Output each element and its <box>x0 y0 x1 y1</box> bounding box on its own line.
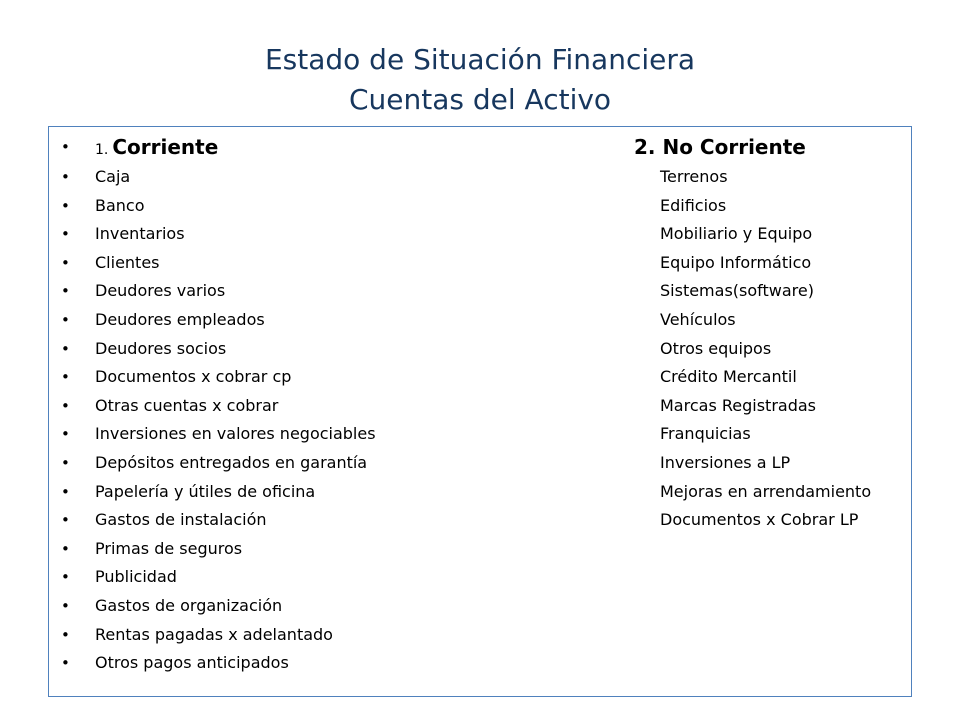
bullet-icon: • <box>61 625 70 644</box>
bullet-icon: • <box>61 568 70 587</box>
bullet-icon: • <box>61 396 70 415</box>
list-item <box>49 392 913 420</box>
noncurrent-asset-item: Edificios <box>660 195 727 215</box>
bullet-icon: • <box>61 511 70 530</box>
content-box <box>48 126 912 697</box>
noncurrent-asset-item: Marcas Registradas <box>660 395 816 415</box>
bullet-icon: • <box>61 168 70 186</box>
current-asset-item: Gastos de instalación <box>95 510 267 530</box>
noncurrent-asset-item: Franquicias <box>660 424 751 444</box>
list-item <box>49 621 913 649</box>
noncurrent-asset-item: Mejoras en arrendamiento <box>660 481 872 501</box>
noncurrent-asset-item: Terrenos <box>660 167 728 186</box>
current-asset-item: Papelería y útiles de oficina <box>95 481 316 501</box>
current-asset-item: Banco <box>95 195 145 215</box>
bullet-icon: • <box>61 138 70 156</box>
bullet-icon: • <box>61 196 70 215</box>
noncurrent-asset-item: Documentos x Cobrar LP <box>660 510 859 530</box>
current-asset-item: Inversiones en valores negociables <box>95 424 376 444</box>
list-item <box>49 277 913 305</box>
bullet-icon: • <box>61 253 70 272</box>
list-item <box>49 563 913 591</box>
current-asset-item: Deudores empleados <box>95 310 265 329</box>
noncurrent-assets-heading: 2. No Corriente <box>634 135 806 159</box>
list-item <box>49 535 913 563</box>
slide-title-line1: Estado de Situación Financiera <box>264 43 696 76</box>
list-item <box>49 506 913 534</box>
noncurrent-asset-item: Equipo Informático <box>660 252 812 272</box>
bullet-icon: • <box>61 454 70 472</box>
list-item <box>49 449 913 477</box>
header-row <box>49 133 913 161</box>
list-item <box>49 420 913 448</box>
current-assets-number: 1. <box>95 142 109 158</box>
slide-title <box>0 40 960 120</box>
bullet-icon: • <box>61 225 70 244</box>
current-asset-item: Primas de seguros <box>95 538 243 558</box>
current-asset-item: Otros pagos anticipados <box>95 653 289 673</box>
current-asset-item: Deudores socios <box>95 338 227 358</box>
noncurrent-asset-item: Mobiliario y Equipo <box>660 224 813 244</box>
bullet-icon: • <box>61 597 70 615</box>
bullet-icon: • <box>61 368 70 387</box>
noncurrent-asset-item: Otros equipos <box>660 338 772 358</box>
current-asset-item: Gastos de organización <box>95 596 283 615</box>
bullet-icon: • <box>61 339 70 358</box>
current-asset-item: Otras cuentas x cobrar <box>95 395 279 415</box>
bullet-icon: • <box>61 482 70 501</box>
current-assets-label: Corriente <box>112 135 219 159</box>
current-asset-item: Clientes <box>95 252 160 272</box>
bullet-icon: • <box>61 539 70 558</box>
current-asset-item: Inventarios <box>95 224 185 244</box>
current-asset-item: Documentos x cobrar cp <box>95 367 292 387</box>
bullet-icon: • <box>61 282 70 301</box>
bullet-icon: • <box>61 654 70 673</box>
noncurrent-asset-item: Sistemas(software) <box>660 281 814 301</box>
list-item <box>49 163 913 191</box>
current-asset-item: Caja <box>95 167 131 186</box>
current-asset-item: Depósitos entregados en garantía <box>95 453 368 472</box>
noncurrent-asset-item: Vehículos <box>660 310 736 329</box>
current-asset-item: Deudores varios <box>95 281 226 301</box>
noncurrent-asset-item: Crédito Mercantil <box>660 367 797 387</box>
current-asset-item: Rentas pagadas x adelantado <box>95 624 333 644</box>
list-item <box>49 192 913 220</box>
bullet-icon: • <box>61 311 70 329</box>
list-item <box>49 649 913 677</box>
current-asset-item: Publicidad <box>95 567 177 587</box>
list-item <box>49 478 913 506</box>
current-assets-heading <box>95 133 218 164</box>
list-item <box>49 592 913 620</box>
list-item <box>49 306 913 334</box>
list-item <box>49 249 913 277</box>
noncurrent-asset-item: Inversiones a LP <box>660 453 791 472</box>
bullet-icon: • <box>61 425 70 444</box>
list-item <box>49 335 913 363</box>
list-item <box>49 363 913 391</box>
slide-title-line2: Cuentas del Activo <box>348 83 612 116</box>
list-item <box>49 220 913 248</box>
